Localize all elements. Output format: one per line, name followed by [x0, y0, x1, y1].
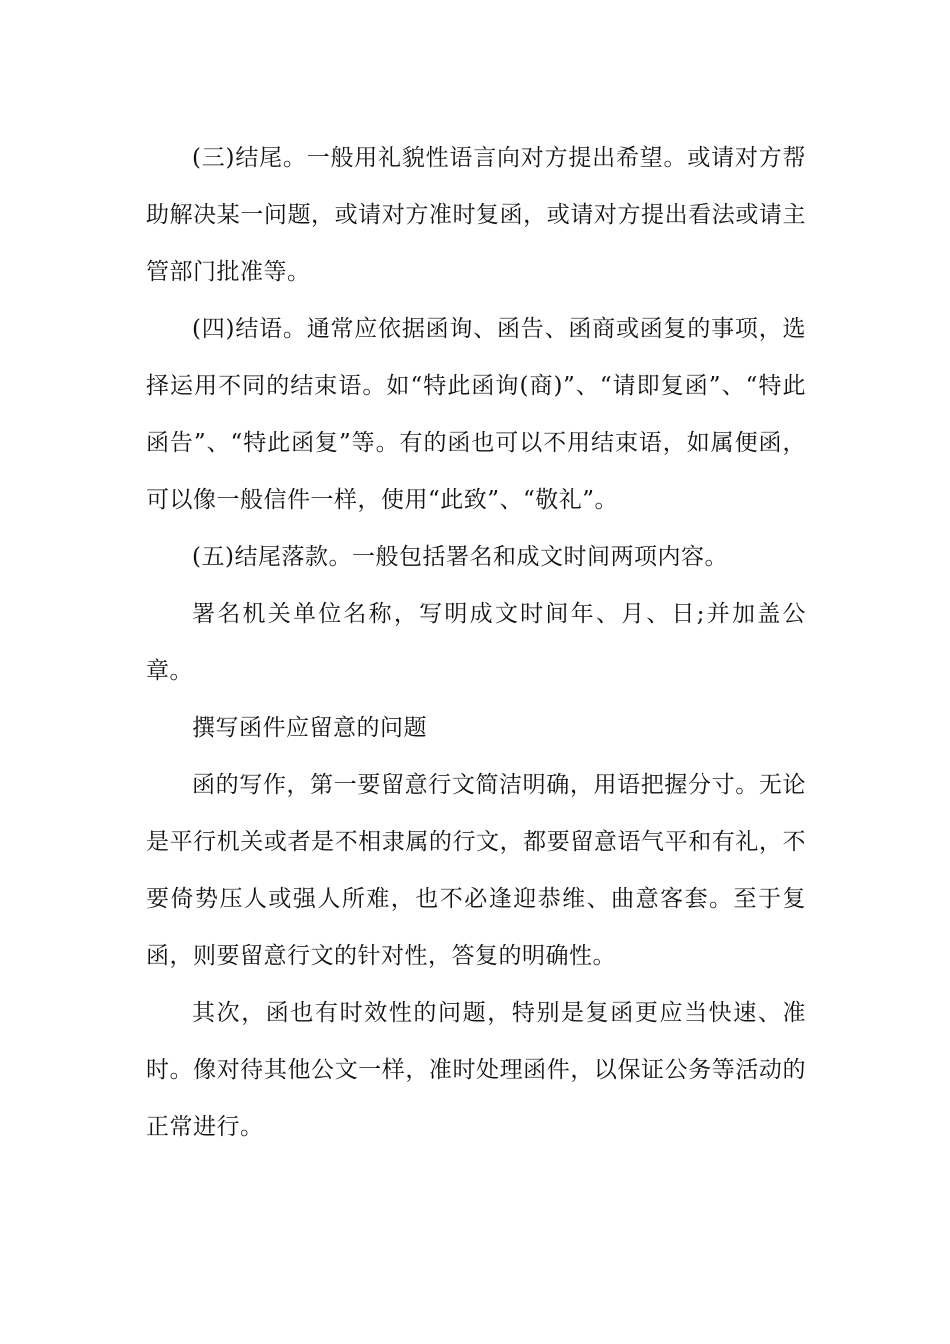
- paragraph-signature: (五)结尾落款。一般包括署名和成文时间两项内容。: [192, 544, 728, 570]
- paragraph-concluding-words: (四)结语。通常应依据函询、函告、函商或函复的事项，选择运用不同的结束语。如“特此函询(商)”、“请即复函”、“特此函告”、“特此函复”等。有的函也可以不用结束语，如属便函，可以像一般信件一样，使用“此致”、“敬礼”。: [146, 316, 806, 513]
- document-body: [146, 130, 806, 1156]
- paragraph-writing-notes: 函的写作，第一要留意行文简洁明确，用语把握分寸。无论是平行机关或者是不相隶属的行文，都要留意语气平和有礼，不要倚势压人或强人所难，也不必逢迎恭维、曲意客套。至于复函，则要留意行文的针对性，答复的明确性。: [146, 772, 806, 969]
- section-heading: 撰写函件应留意的问题: [192, 715, 427, 741]
- paragraph-timeliness: 其次，函也有时效性的问题，特别是复函更应当快速、准时。像对待其他公文一样，准时处理函件，以保证公务等活动的正常进行。: [146, 1000, 806, 1140]
- paragraph-closing: (三)结尾。一般用礼貌性语言向对方提出希望。或请对方帮助解决某一问题，或请对方准时复函，或请对方提出看法或请主管部门批准等。: [146, 145, 806, 285]
- paragraph-signature-detail: 署名机关单位名称，写明成文时间年、月、日;并加盖公章。: [146, 601, 806, 684]
